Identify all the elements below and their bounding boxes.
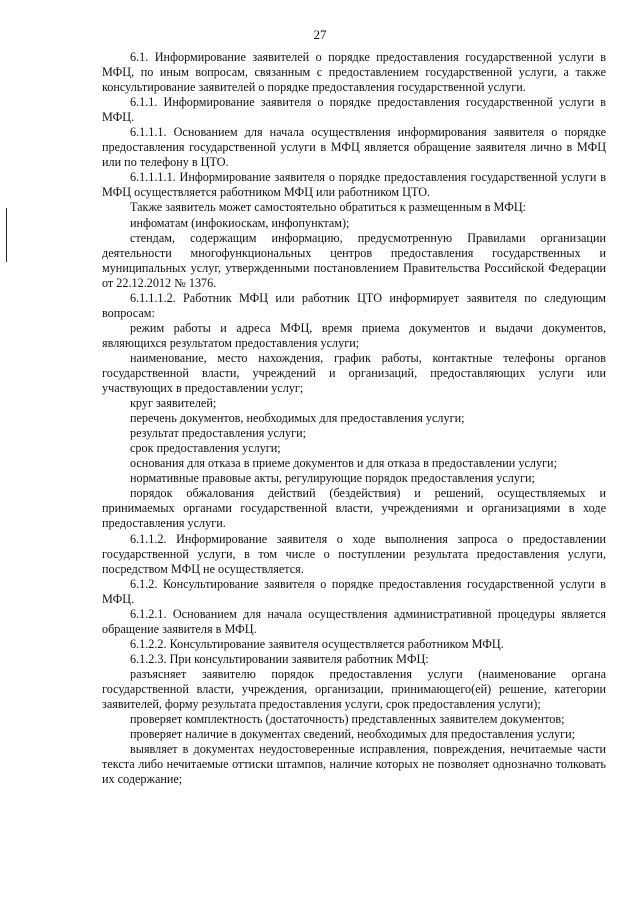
paragraph: 6.1.1.1.2. Работник МФЦ или работник ЦТО информирует заявителя по следующим вопросам: [102,290,606,320]
paragraph: 6.1.2.2. Консультирование заявителя осуществляется работником МФЦ. [130,636,504,651]
paragraph: режим работы и адреса МФЦ, время приема документов и выдачи документов, являющихся результатом предоставления услуги; [102,320,606,350]
paragraph: круг заявителей; [130,396,217,411]
paragraph: нормативные правовые акты, регулирующие порядок предоставления услуги; [130,471,535,486]
margin-mark [6,208,7,262]
paragraph: 6.1.1.1. Основанием для начала осуществления информирования заявителя о порядке предоставления государственной услуги в МФЦ является обращение заявителя лично в МФЦ или по телефону в ЦТО. [102,125,606,170]
paragraph: основания для отказа в приеме документов и для отказа в предоставлении услуги; [130,456,557,471]
paragraph: 6.1.1.2. Информирование заявителя о ходе выполнения запроса о предоставлении государственной услуги, в том числе о поступлении результата предоставления услуги, посредством МФЦ не осуществляется. [102,531,606,576]
paragraph: 6.1.2.1. Основанием для начала осуществления административной процедуры является обращение заявителя в МФЦ. [102,606,606,636]
paragraph: 6.1.1. Информирование заявителя о порядке предоставления государственной услуги в МФЦ. [102,95,606,125]
paragraph: 6.1.2.3. При консультировании заявителя работник МФЦ: [130,651,429,666]
page-number: 27 [313,27,327,42]
document-body [102,50,606,787]
paragraph: проверяет комплектность (достаточность) представленных заявителем документов; [130,712,565,727]
paragraph: инфоматам (инфокиоскам, инфопунктам); [130,215,350,230]
paragraph: результат предоставления услуги; [130,426,307,441]
paragraph: 6.1. Информирование заявителей о порядке предоставления государственной услуги в МФЦ, по иным вопросам, связанным с предоставлением государственной услуги, а также консультирование заявителей о порядке предоставления государственной услуги. [102,50,606,95]
paragraph: Также заявитель может самостоятельно обратиться к размещенным в МФЦ: [130,200,527,215]
paragraph: 6.1.1.1.1. Информирование заявителя о порядке предоставления государственной услуги в МФЦ осуществляется работником МФЦ или работником ЦТО. [102,170,606,200]
paragraph: стендам, содержащим информацию, предусмотренную Правилами организации деятельности многофункциональных центров предоставления государственных и муниципальных услуг, утвержденными постановлением Правительства Российской Федерации от 22.12.2012 № 1376. [102,230,606,290]
paragraph: выявляет в документах неудостоверенные исправления, повреждения, нечитаемые части текста либо нечитаемые оттиски штампов, наличие которых не позволяет однозначно толковать их содержание; [102,742,606,787]
paragraph: срок предоставления услуги; [130,441,281,456]
paragraph: порядок обжалования действий (бездействия) и решений, осуществляемых и принимаемых органами государственной власти, учреждениями и организациями в ходе предоставления услуги. [102,486,606,531]
paragraph: разъясняет заявителю порядок предоставления услуги (наименование органа государственной власти, учреждения, организации, принимающего(ей) решение, категории заявителей, форму результата предоставления услуги, срок предоставления услуги); [102,666,606,712]
paragraph: наименование, место нахождения, график работы, контактные телефоны органов государственной власти, учреждений и организаций, предоставляющих услуги или участвующих в предоставлении услуг; [102,350,606,396]
paragraph: 6.1.2. Консультирование заявителя о порядке предоставления государственной услуги в МФЦ. [102,576,606,606]
paragraph: проверяет наличие в документах сведений, необходимых для предоставления услуги; [130,727,576,742]
paragraph: перечень документов, необходимых для предоставления услуги; [130,411,465,426]
